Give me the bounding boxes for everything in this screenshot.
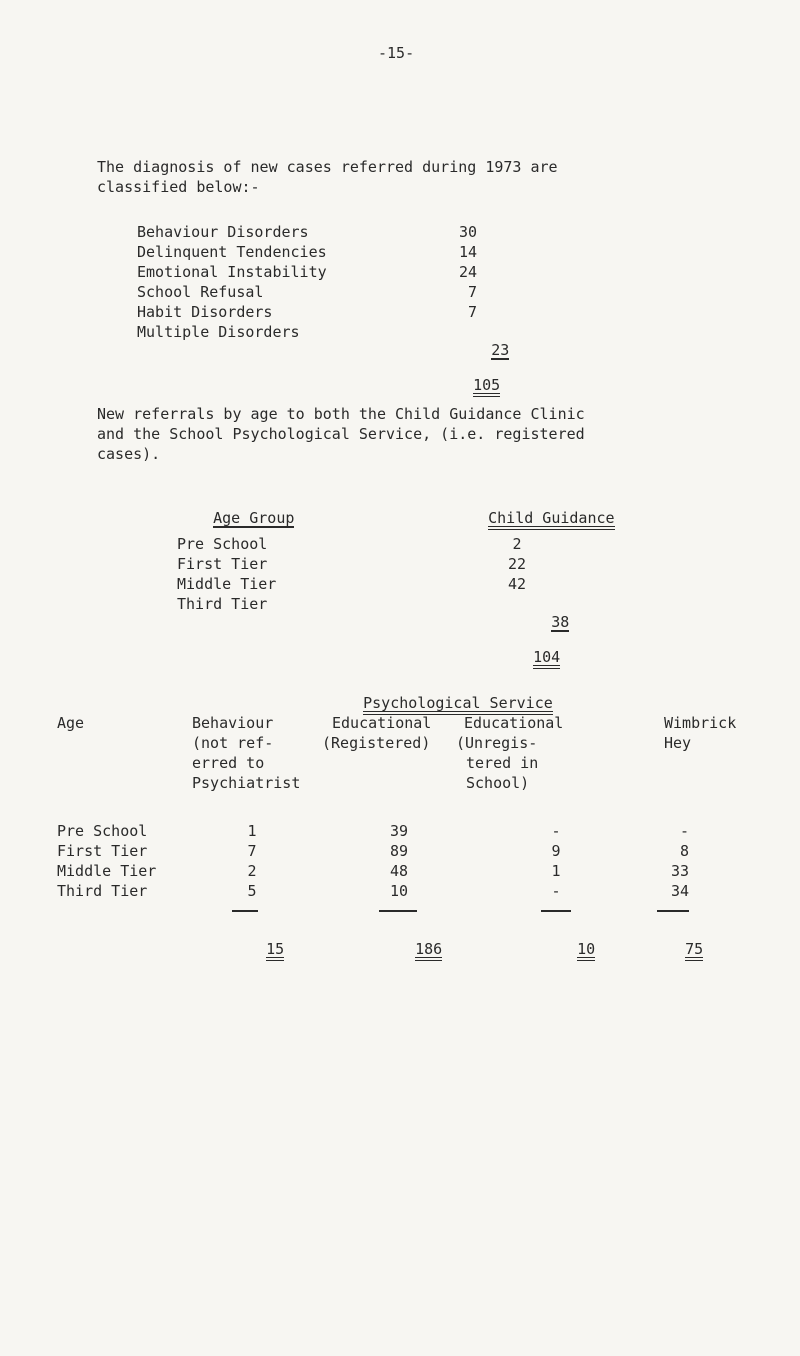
- referrals-line-2: and the School Psychological Service, (i.e. registered: [97, 425, 585, 443]
- col-header-edu-unreg-3: tered in: [466, 754, 539, 772]
- cg-label: Middle Tier: [177, 575, 277, 593]
- ps-label: Third Tier: [57, 882, 148, 900]
- ps-row: [57, 842, 697, 862]
- cg-row: [177, 595, 570, 631]
- cg-value-underlined: 38: [551, 613, 570, 631]
- ps-edu-reg: 48: [389, 862, 409, 880]
- diagnosis-row: [137, 303, 497, 323]
- diagnosis-label: Delinquent Tendencies: [137, 243, 327, 261]
- rule-edu-reg: [379, 910, 417, 912]
- diagnosis-label: Emotional Instability: [137, 263, 327, 281]
- ps-total-edu-unreg-value: 10: [577, 941, 595, 961]
- ps-edu-unreg: 9: [551, 842, 561, 860]
- ps-edu-unreg: -: [551, 822, 561, 840]
- col-header-wimbrick-1: Wimbrick: [664, 714, 737, 732]
- ps-behaviour: 2: [247, 862, 257, 880]
- ps-edu-unreg: -: [551, 882, 561, 900]
- ps-wimbrick: 8: [679, 842, 689, 860]
- cg-label: Third Tier: [177, 595, 268, 613]
- ps-total-wimbrick-value: 75: [685, 941, 703, 961]
- ps-total-behaviour: [230, 922, 285, 979]
- cg-total-value: 104: [533, 649, 560, 669]
- col-header-behaviour-3: erred to: [192, 754, 265, 772]
- diagnosis-row: [137, 323, 510, 359]
- ps-wimbrick: 33: [670, 862, 689, 880]
- ps-wimbrick: 34: [670, 882, 689, 900]
- page-number: -15-: [378, 44, 415, 62]
- cg-row: [177, 575, 537, 595]
- ps-total-behaviour-value: 15: [266, 941, 284, 961]
- diagnosis-value: 7: [467, 283, 477, 301]
- col-header-behaviour-4: Psychiatrist: [192, 774, 301, 792]
- child-guidance-header-text: Child Guidance: [488, 510, 614, 530]
- col-header-edu-reg-1: Educational: [332, 714, 432, 732]
- ps-row: [57, 822, 697, 842]
- intro-line-2: classified below:-: [97, 178, 260, 196]
- ps-row: [57, 862, 697, 882]
- ps-label: Pre School: [57, 822, 148, 840]
- col-header-age: Age: [57, 714, 85, 732]
- col-header-wimbrick-2: Hey: [664, 734, 692, 752]
- rule-edu-unreg: [541, 910, 571, 912]
- ps-behaviour: 5: [247, 882, 257, 900]
- col-header-edu-unreg-2: (Unregis-: [456, 734, 538, 752]
- ps-total-wimbrick: [649, 922, 704, 979]
- cg-label: First Tier: [177, 555, 268, 573]
- cg-row: [177, 535, 537, 555]
- col-header-behaviour-1: Behaviour: [192, 714, 274, 732]
- diagnosis-row: [137, 243, 497, 263]
- diagnosis-row: [137, 223, 497, 243]
- diagnosis-label: Multiple Disorders: [137, 323, 300, 341]
- age-group-header-text: Age Group: [213, 509, 295, 527]
- ps-edu-reg: 39: [389, 822, 409, 840]
- cg-value: 2: [512, 535, 522, 553]
- ps-wimbrick: -: [679, 822, 689, 840]
- referrals-line-3: cases).: [97, 445, 161, 463]
- ps-total-edu-reg-value: 186: [415, 941, 442, 961]
- col-header-edu-unreg-4: School): [466, 774, 530, 792]
- ps-behaviour: 1: [247, 822, 257, 840]
- intro-line-1: The diagnosis of new cases referred during 1973 are: [97, 158, 558, 176]
- cg-value: 42: [507, 575, 527, 593]
- diagnosis-total-value: 105: [473, 377, 500, 397]
- cg-label: Pre School: [177, 535, 268, 553]
- cg-row: [177, 555, 537, 575]
- ps-total-edu-reg: [379, 922, 443, 979]
- diagnosis-value: 14: [458, 243, 477, 261]
- ps-edu-reg: 10: [389, 882, 409, 900]
- col-header-edu-unreg-1: Educational: [464, 714, 564, 732]
- col-header-edu-reg-2: (Registered): [322, 734, 431, 752]
- cg-value: 22: [507, 555, 527, 573]
- ps-row: [57, 882, 697, 902]
- diagnosis-row: [137, 263, 497, 283]
- rule-behaviour: [232, 910, 258, 912]
- col-header-behaviour-2: (not ref-: [192, 734, 274, 752]
- ps-total-edu-unreg: [541, 922, 596, 979]
- diagnosis-value-underlined: 23: [491, 341, 510, 359]
- diagnosis-label: Behaviour Disorders: [137, 223, 309, 241]
- diagnosis-value: 7: [467, 303, 477, 321]
- referrals-line-1: New referrals by age to both the Child Guidance Clinic: [97, 405, 585, 423]
- ps-edu-unreg: 1: [551, 862, 561, 880]
- psych-service-title-text: Psychological Service: [363, 695, 553, 715]
- diagnosis-label: School Refusal: [137, 283, 264, 301]
- rule-wimbrick: [657, 910, 689, 912]
- diagnosis-value: 30: [458, 223, 477, 241]
- ps-label: Middle Tier: [57, 862, 157, 880]
- ps-behaviour: 7: [247, 842, 257, 860]
- diagnosis-row: [137, 283, 497, 303]
- diagnosis-value: 24: [458, 263, 477, 281]
- diagnosis-label: Habit Disorders: [137, 303, 273, 321]
- ps-label: First Tier: [57, 842, 148, 860]
- ps-edu-reg: 89: [389, 842, 409, 860]
